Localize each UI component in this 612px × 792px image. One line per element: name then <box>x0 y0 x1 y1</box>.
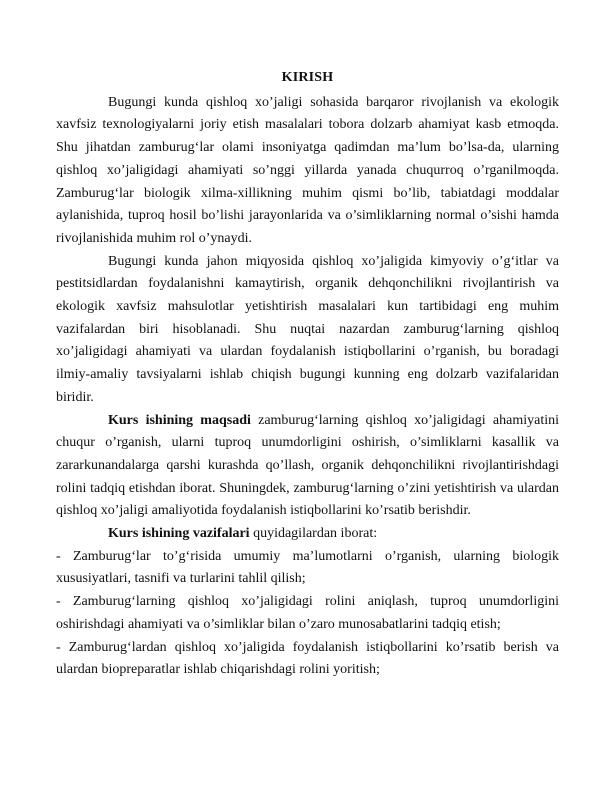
goal-text: zamburug‘larning qishloq xo’jaligidagi ahamiyatini chuqur o’rganish, ularni tuproq unumdorligini oshirish, o’simliklarni kasallik va zararkunandalarga qarshi kurashda qo’llash, organik dehqonchilikni rivojlantirishdagi rolini tadqiq etishdan iborat. Shuningdek, zamburug‘larning o’zini yetishtirish va ulardan qishloq xo’jaligi amaliyotida foydalanish istiqbollarini ko’rsatib berishdir. <box>56 412 559 519</box>
document-body <box>56 67 559 682</box>
task-item-3: - Zamburug‘lardan qishloq xo’jaligida foydalanish istiqbollarini ko’rsatib berish va ulardan biopreparatlar ishlab chiqarishdagi rolini yoritish; <box>56 639 559 678</box>
tasks-intro-paragraph <box>56 523 559 546</box>
tasks-intro-text: quyidagilardan iborat: <box>249 526 378 542</box>
intro-paragraph-1: Bugungi kunda qishloq xo’jaligi sohasida barqaror rivojlanish va ekologik xavfsiz texnologiyalarni joriy etish masalalari tobora dolzarb ahamiyat kasb etmoqda. Shu jihatdan zamburug‘lar olami insoniyatga qadimdan ma’lum bo’lsa-da, ularning qishloq xo’jaligidagi ahamiyati so’nggi yillarda yanada chuqurroq o’rganilmoqda. Zamburug‘lar biologik xilma-xillikning muhim qismi bo’lib, tabiatdagi moddalar aylanishida, tuproq hosil bo’lishi jarayonlarida va o’simliklarning normal o’sishi hamda rivojlanishida muhim rol o’ynaydi. <box>56 94 559 246</box>
tasks-heading: Kurs ishining vazifalari <box>108 526 250 542</box>
intro-paragraph-2: Bugungi kunda jahon miqyosida qishloq xo’jaligida kimyoviy o’g‘itlar va pestitsidlardan foydalanishni kamaytirish, organik dehqonchilikni rivojlantirish va ekologik xavfsiz mahsulotlar yetishtirish masalalari kun tartibidagi eng muhim vazifalardan biri hisoblanadi. Shu nuqtai nazardan zamburug‘larning qishloq xo’jaligidagi ahamiyati va ulardan foydalanish istiqbollarini o’rganish, bu boradagi ilmiy-amaliy tavsiyalarni ishlab chiqish bugungi kunning eng dolzarb vazifalaridan biridir. <box>56 253 559 405</box>
goal-heading: Kurs ishining maqsadi <box>108 412 251 428</box>
task-item-1: - Zamburug‘lar to’g‘risida umumiy ma’lumotlarni o’rganish, ularning biologik xususiyatlari, tasnifi va turlarini tahlil qilish; <box>56 548 559 587</box>
page-title: KIRISH <box>281 70 334 85</box>
task-item-2: - Zamburug‘larning qishloq xo’jaligidagi rolini aniqlash, tuproq unumdorligini oshirishdagi ahamiyati va o’simliklar bilan o’zaro munosabatlarini tadqiq etish; <box>56 594 559 632</box>
goal-paragraph <box>56 410 559 524</box>
